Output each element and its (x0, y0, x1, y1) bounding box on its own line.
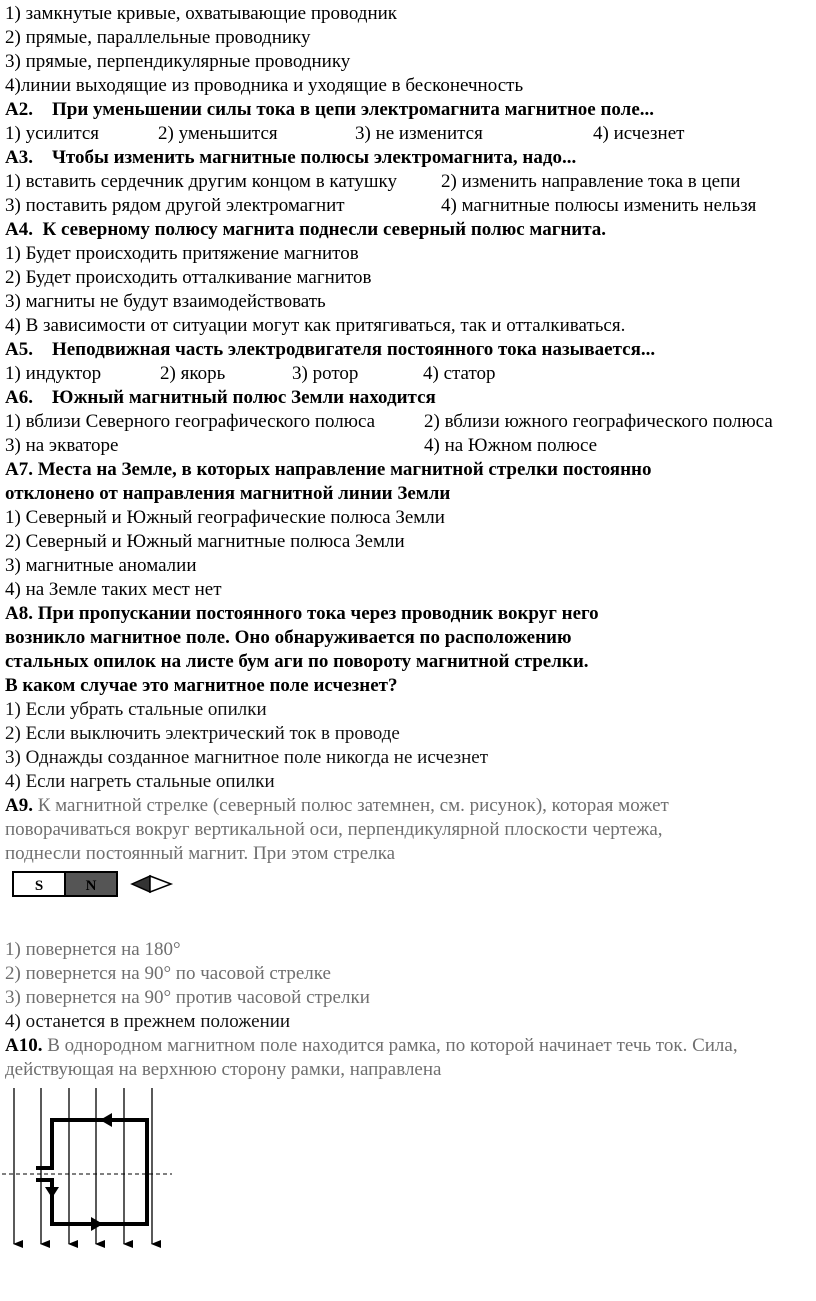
magnet-and-needle-figure (10, 866, 180, 902)
a2-option-3: 3) не изменится (355, 123, 483, 144)
a5-question: A5. Неподвижная часть электродвигателя постоянного тока называется... (5, 339, 656, 360)
a8-question-line-4: В каком случае это магнитное поле исчезнет? (5, 675, 398, 696)
a6-question: A6. Южный магнитный полюс Земли находится (5, 387, 436, 408)
a8-question-line-1: A8. При пропускании постоянного тока через проводник вокруг него (5, 603, 599, 624)
a7-option-2: 2) Северный и Южный магнитные полюса Земли (5, 531, 405, 552)
a9-label: A9. (5, 795, 33, 816)
a4-question: A4. К северному полюсу магнита поднесли северный полюс магнита. (5, 219, 607, 240)
a2-option-1: 1) усилится (5, 123, 100, 144)
magnet-north-label: N (85, 878, 97, 894)
q1-option-4: 4)линии выходящие из проводника и уходящие в бесконечность (5, 75, 524, 96)
a8-option-3: 3) Однажды созданное магнитное поле никогда не исчезнет (5, 747, 488, 768)
compass-needle (132, 876, 171, 892)
a5-option-2: 2) якорь (160, 363, 226, 384)
frame-in-magnetic-field-figure (0, 1088, 175, 1258)
magnet-south-label: S (34, 878, 44, 894)
a3-question: A3. Чтобы изменить магнитные полюсы электромагнита, надо... (5, 147, 577, 168)
a6-option-4: 4) на Южном полюсе (424, 435, 598, 456)
a9-text-line-3: поднесли постоянный магнит. При этом стрелка (5, 843, 396, 864)
a7-option-1: 1) Северный и Южный географические полюса Земли (5, 507, 445, 528)
a4-option-2: 2) Будет происходить отталкивание магнитов (5, 267, 372, 288)
a8-question-line-3: стальных опилок на листе бум аги по повороту магнитной стрелки. (5, 651, 589, 672)
a7-option-3: 3) магнитные аномалии (5, 555, 197, 576)
a10-text-part: В однородном магнитном поле находится рамка, по которой начинает течь ток. Сила, (42, 1035, 738, 1056)
bar-magnet (13, 872, 117, 896)
a3-option-1: 1) вставить сердечник другим концом в катушку (5, 171, 397, 192)
a7-question-line-2: отклонено от направления магнитной линии Земли (5, 483, 451, 504)
q1-option-2: 2) прямые, параллельные проводнику (5, 27, 311, 48)
a3-option-4: 4) магнитные полюсы изменить нельзя (441, 195, 757, 216)
a7-option-4: 4) на Земле таких мест нет (5, 579, 222, 600)
a7-question-line-1: A7. Места на Земле, в которых направление магнитной стрелки постоянно (5, 459, 652, 480)
a10-text-line-1 (5, 1034, 738, 1058)
current-frame (36, 1120, 147, 1224)
magnetic-field-lines (14, 1088, 152, 1244)
a3-option-3: 3) поставить рядом другой электромагнит (5, 195, 345, 216)
a9-text-line-1 (5, 794, 669, 818)
a5-option-1: 1) индуктор (5, 363, 102, 384)
a2-question: A2. При уменьшении силы тока в цепи электромагнита магнитное поле... (5, 99, 655, 120)
a4-option-4: 4) В зависимости от ситуации могут как притягиваться, так и отталкиваться. (5, 315, 626, 336)
a8-option-4: 4) Если нагреть стальные опилки (5, 771, 275, 792)
current-direction-arrows (45, 1113, 112, 1231)
q1-option-1: 1) замкнутые кривые, охватывающие проводник (5, 3, 398, 24)
a9-option-3: 3) повернется на 90° против часовой стрелки (5, 987, 370, 1008)
a2-option-2: 2) уменьшится (158, 123, 278, 144)
a9-option-1: 1) повернется на 180° (5, 939, 181, 960)
a10-label: A10. (5, 1035, 43, 1056)
a9-text-line-2: поворачиваться вокруг вертикальной оси, перпендикулярной плоскости чертежа, (5, 819, 663, 840)
a10-text-line-2: действующая на верхнюю сторону рамки, направлена (5, 1059, 442, 1080)
a9-option-2: 2) повернется на 90° по часовой стрелке (5, 963, 331, 984)
a9-option-4: 4) останется в прежнем положении (5, 1011, 291, 1032)
a5-option-3: 3) ротор (292, 363, 359, 384)
q1-option-3: 3) прямые, перпендикулярные проводнику (5, 51, 351, 72)
a2-option-4: 4) исчезнет (593, 123, 685, 144)
a8-option-2: 2) Если выключить электрический ток в проводе (5, 723, 400, 744)
a4-option-3: 3) магниты не будут взаимодействовать (5, 291, 326, 312)
a3-option-2: 2) изменить направление тока в цепи (441, 171, 741, 192)
a6-option-1: 1) вблизи Северного географического полюса (5, 411, 376, 432)
a4-option-1: 1) Будет происходить притяжение магнитов (5, 243, 359, 264)
a8-option-1: 1) Если убрать стальные опилки (5, 699, 267, 720)
a9-text-part: К магнитной стрелке (северный полюс затемнен, см. рисунок), которая может (32, 795, 669, 816)
a6-option-2: 2) вблизи южного географического полюса (424, 411, 773, 432)
a6-option-3: 3) на экваторе (5, 435, 119, 456)
a5-option-4: 4) статор (423, 363, 496, 384)
a8-question-line-2: возникло магнитное поле. Оно обнаруживается по расположению (5, 627, 572, 648)
